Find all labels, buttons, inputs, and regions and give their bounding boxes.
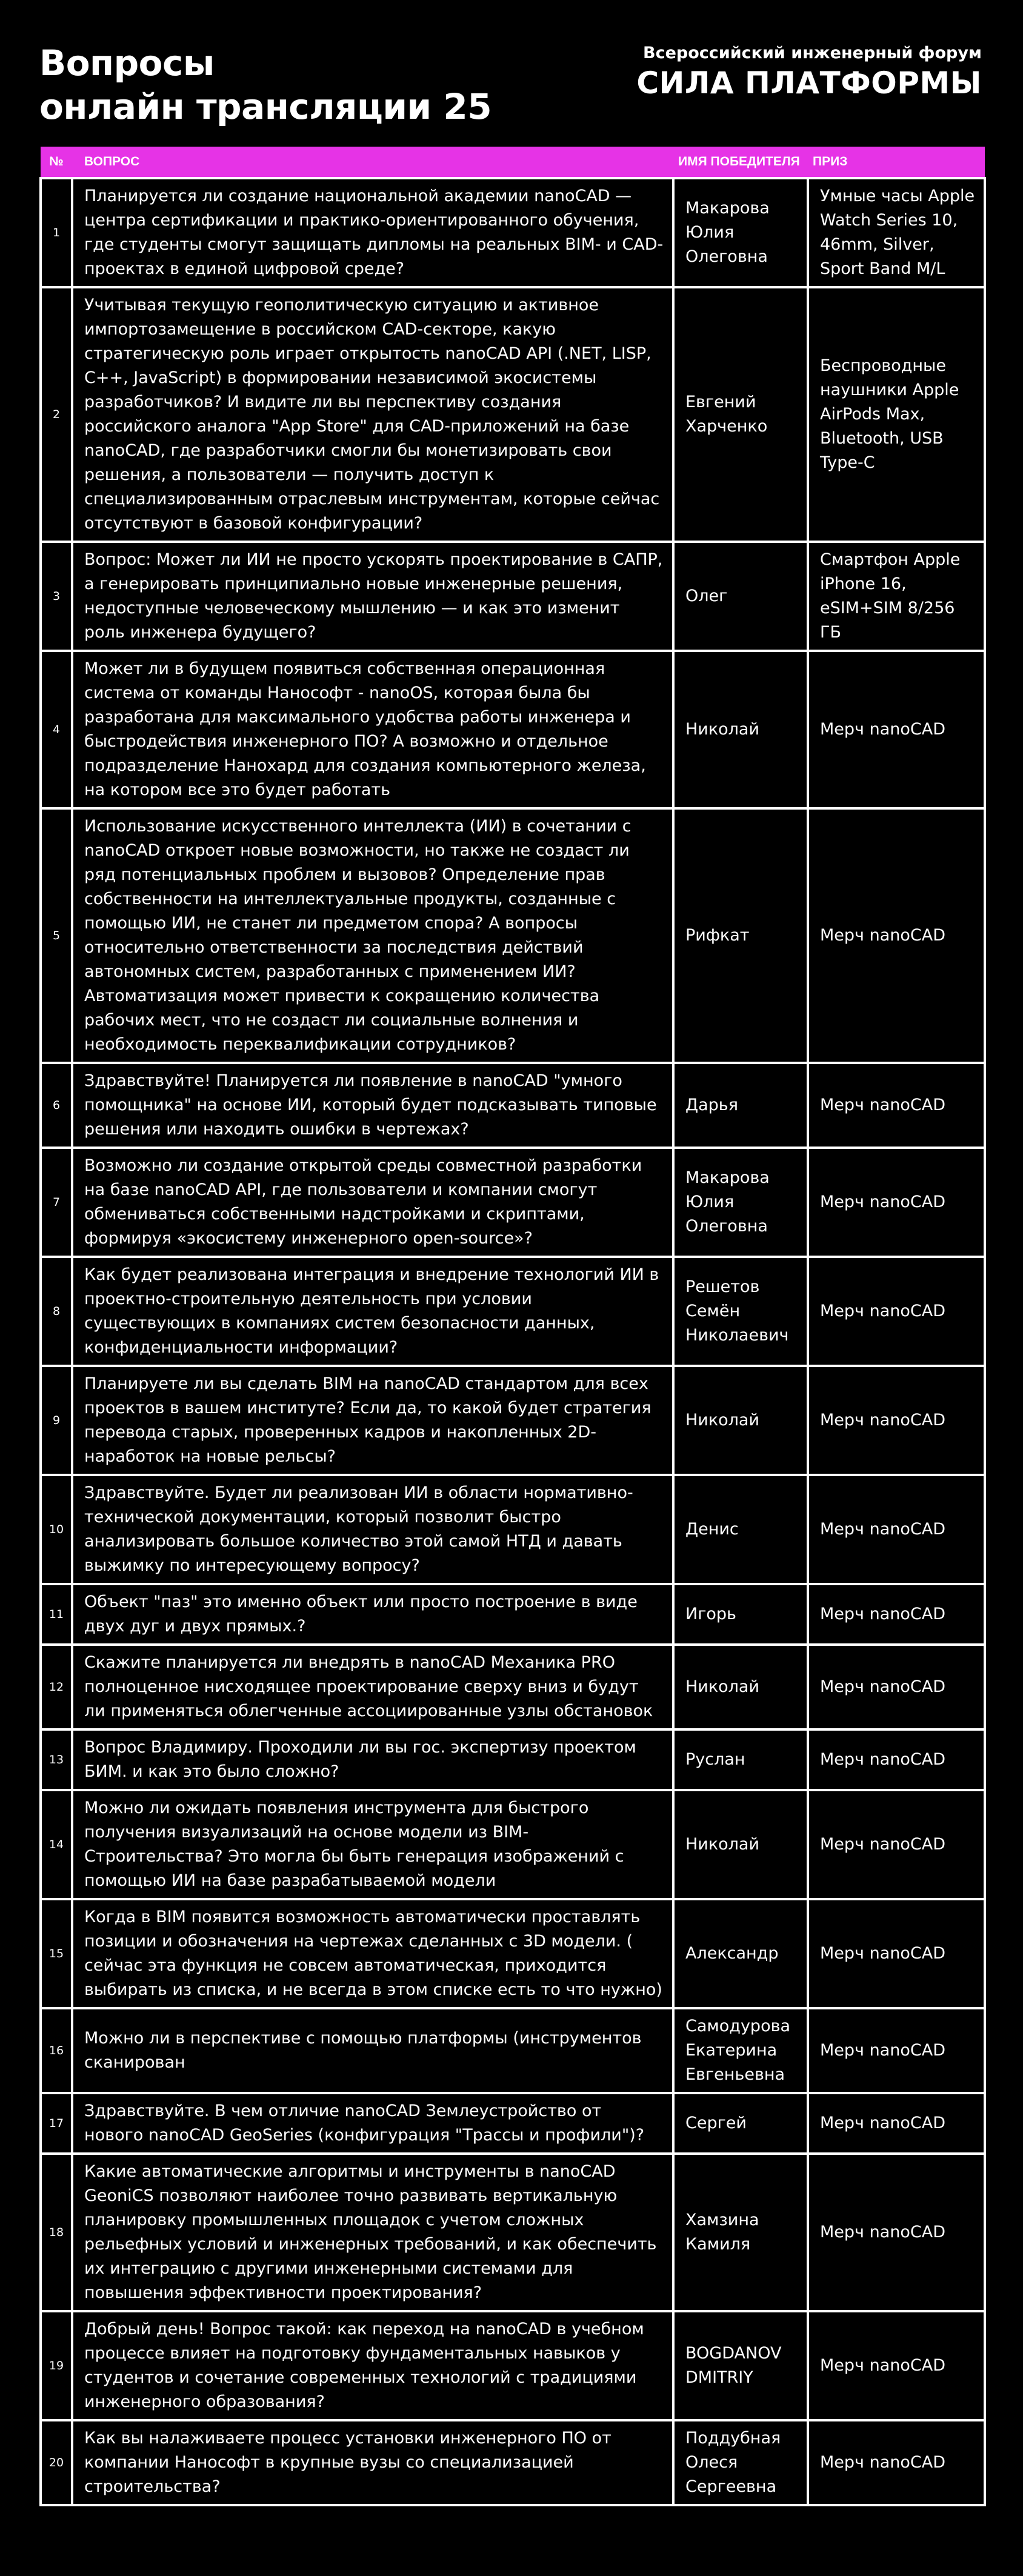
prize-text: Мерч nanoCAD [808,651,985,808]
question-text: Использование искусственного интеллекта (ИИ) в сочетании с nanoCAD откроет новые возможности, но также не создаст ли ряд потенциальных проблем и вызовов? Определение прав собственности на интеллектуальные продукты, созданные с помощью ИИ, не станет ли предметом спора? А вопросы относительно ответственности за последствия действий автономных систем, разработанных с применением ИИ? Автоматизация может привести к сокращению количества рабочих мест, что не создаст ли социальные волнения и необходимость переквалификации сотрудников? [72,808,673,1063]
prize-text: Мерч nanoCAD [808,1645,985,1729]
table-row [41,1645,985,1729]
winner-name: Дарья [673,1063,808,1148]
prize-text: Мерч nanoCAD [808,1257,985,1366]
prize-text: Мерч nanoCAD [808,2420,985,2505]
row-number: 3 [41,542,72,651]
row-number: 15 [41,1899,72,2008]
forum-name: СИЛА ПЛАТФОРМЫ [636,65,982,101]
row-number: 9 [41,1366,72,1475]
table-row [41,2008,985,2093]
winner-name: Макарова Юлия Олеговна [673,178,808,287]
table-row [41,651,985,808]
row-number: 2 [41,287,72,542]
row-number: 13 [41,1729,72,1790]
question-text: Планируется ли создание национальной академии nanoCAD — центра сертификации и практико-ориентированного обучения, где студенты смогут защищать дипломы на реальных BIM- и CAD-проектах в единой цифровой среде? [72,178,673,287]
prize-text: Мерч nanoCAD [808,2093,985,2154]
winner-name: Александр [673,1899,808,2008]
table-row [41,1729,985,1790]
question-text: Учитывая текущую геополитическую ситуацию и активное импортозамещение в российском CAD-секторе, какую стратегическую роль играет открытость nanoCAD API (.NET, LISP, C++, JavaScript) в формировании независимой экосистемы разработчиков? И видите ли вы перспективу создания российского аналога "App Store" для CAD-приложений на базе nanoCAD, где разработчики смогли бы монетизировать свои решения, а пользователи — получить доступ к специализированным отраслевым инструментам, которые сейчас отсутствуют в базовой конфигурации? [72,287,673,542]
table-row [41,287,985,542]
row-number: 6 [41,1063,72,1148]
row-number: 16 [41,2008,72,2093]
table-row [41,808,985,1063]
table-row [41,542,985,651]
prize-text: Беспроводные наушники Apple AirPods Max, Bluetooth, USB Type-C [808,287,985,542]
winner-name: BOGDANOV DMITRIY [673,2311,808,2420]
row-number: 18 [41,2154,72,2311]
table-row [41,1257,985,1366]
row-number: 7 [41,1148,72,1257]
row-number: 4 [41,651,72,808]
table-row [41,178,985,287]
page-title-line-1: Вопросы [39,42,215,84]
prize-text: Мерч nanoCAD [808,1584,985,1645]
row-number: 8 [41,1257,72,1366]
question-text: Добрый день! Вопрос такой: как переход на nanoCAD в учебном процессе влияет на подготовку фундаментальных навыков у студентов и сочетание современных технологий с традициями инженерного образования? [72,2311,673,2420]
winner-name: Николай [673,651,808,808]
prize-text: Мерч nanoCAD [808,1899,985,2008]
question-text: Здравствуйте. В чем отличие nanoCAD Землеустройство от нового nanoCAD GeoSeries (конфигурация "Трассы и профили")? [72,2093,673,2154]
forum-subtitle: Всероссийский инженерный форум [643,44,982,62]
question-text: Можно ли ожидать появления инструмента для быстрого получения визуализаций на основе модели из BIM-Строительства? Это могла бы быть генерация изображений с помощью ИИ на базе разрабатываемой модели [72,1790,673,1899]
table-row [41,1366,985,1475]
winner-name: Олег [673,542,808,651]
question-text: Скажите планируется ли внедрять в nanoCAD Механика PRO полноценное нисходящее проектирование сверху вниз и будут ли применяться облегченные ассоциированные узлы обстановок [72,1645,673,1729]
winner-name: Самодурова Екатерина Евгеньевна [673,2008,808,2093]
table-row [41,1148,985,1257]
winner-name: Решетов Семён Николаевич [673,1257,808,1366]
prize-text: Мерч nanoCAD [808,1790,985,1899]
question-text: Какие автоматические алгоритмы и инструменты в nanoCAD GeoniCS позволяют наиболее точно развивать вертикальную планировку промышленных площадок с учетом сложных рельефных условий и инженерных требований, и как обеспечить их интеграцию с другими инженерными системами для повышения эффективности проектирования? [72,2154,673,2311]
prize-text: Умные часы Apple Watch Series 10, 46mm, Silver, Sport Band M/L [808,178,985,287]
winner-name: Хамзина Камиля [673,2154,808,2311]
row-number: 5 [41,808,72,1063]
row-number: 19 [41,2311,72,2420]
question-text: Можно ли в перспективе с помощью платформы (инструментов сканирован [72,2008,673,2093]
page-title [39,41,492,128]
question-text: Объект "паз" это именно объект или просто построение в виде двух дуг и двух прямых.? [72,1584,673,1645]
row-number: 1 [41,178,72,287]
question-text: Как будет реализована интеграция и внедрение технологий ИИ в проектно-строительную деятельность при условии существующих в компаниях систем безопасности данных, конфиденциальности информации? [72,1257,673,1366]
table-row [41,2311,985,2420]
table-row [41,1790,985,1899]
winner-name: Рифкат [673,808,808,1063]
table-row [41,1475,985,1584]
prize-text: Мерч nanoCAD [808,1475,985,1584]
table-row [41,1063,985,1148]
winner-name: Николай [673,1645,808,1729]
winner-name: Поддубная Олеся Сергеевна [673,2420,808,2505]
row-number: 17 [41,2093,72,2154]
prize-text: Мерч nanoCAD [808,1729,985,1790]
question-text: Возможно ли создание открытой среды совместной разработки на базе nanoCAD API, где пользователи и компании смогут обмениваться собственными надстройками и скриптами, формируя «экосистему инженерного open-source»? [72,1148,673,1257]
question-text: Планируете ли вы сделать BIM на nanoCAD стандартом для всех проектов в вашем институте? Если да, то какой будет стратегия перевода старых, проверенных кадров и накопленных 2D-наработок на новые рельсы? [72,1366,673,1475]
winner-name: Николай [673,1366,808,1475]
question-text: Здравствуйте! Планируется ли появление в nanoCAD "умного помощника" на основе ИИ, который будет подсказывать типовые решения или находить ошибки в чертежах? [72,1063,673,1148]
winner-name: Сергей [673,2093,808,2154]
row-number: 12 [41,1645,72,1729]
column-header-winner: ИМЯ ПОБЕДИТЕЛЯ [673,147,808,178]
table-body [41,178,985,2505]
winner-name: Руслан [673,1729,808,1790]
questions-table [39,147,986,2506]
table-row [41,1584,985,1645]
question-text: Вопрос Владимиру. Проходили ли вы гос. экспертизу проектом БИМ. и как это было сложно? [72,1729,673,1790]
page-title-line-2: онлайн трансляции 25 [39,86,492,127]
column-header-number: № [41,147,72,178]
column-header-prize: ПРИЗ [808,147,985,178]
question-text: Вопрос: Может ли ИИ не просто ускорять проектирование в САПР, а генерировать принципиально новые инженерные решения, недоступные человеческому мышлению — и как это изменит роль инженера будущего? [72,542,673,651]
winner-name: Николай [673,1790,808,1899]
winner-name: Макарова Юлия Олеговна [673,1148,808,1257]
column-header-question: ВОПРОС [72,147,673,178]
table-header-row [41,147,985,178]
forum-logo-block [636,42,982,102]
row-number: 11 [41,1584,72,1645]
prize-text: Мерч nanoCAD [808,1366,985,1475]
row-number: 20 [41,2420,72,2505]
winner-name: Денис [673,1475,808,1584]
question-text: Может ли в будущем появиться собственная операционная система от команды Нанософт - nanoOS, которая была бы разработана для максимального удобства работы инженера и быстродействия инженерного ПО? А возможно и отдельное подразделение Нанохард для создания компьютерного железа, на котором все это будет работать [72,651,673,808]
prize-text: Мерч nanoCAD [808,2008,985,2093]
question-text: Как вы налаживаете процесс установки инженерного ПО от компании Нанософт в крупные вузы со специализацией строительства? [72,2420,673,2505]
row-number: 14 [41,1790,72,1899]
row-number: 10 [41,1475,72,1584]
table-row [41,2093,985,2154]
prize-text: Мерч nanoCAD [808,2311,985,2420]
winner-name: Игорь [673,1584,808,1645]
prize-text: Мерч nanoCAD [808,2154,985,2311]
prize-text: Смартфон Apple iPhone 16, eSIM+SIM 8/256 ГБ [808,542,985,651]
prize-text: Мерч nanoCAD [808,808,985,1063]
table-header [41,147,985,178]
question-text: Когда в BIM появится возможность автоматически проставлять позиции и обозначения на чертежах сделанных с 3D модели. ( сейчас эта функция не совсем автоматическая, приходится выбирать из списка, и не всегда в этом списке есть то что нужно) [72,1899,673,2008]
table-row [41,2154,985,2311]
winner-name: Евгений Харченко [673,287,808,542]
prize-text: Мерч nanoCAD [808,1148,985,1257]
table-row [41,1899,985,2008]
table-row [41,2420,985,2505]
prize-text: Мерч nanoCAD [808,1063,985,1148]
question-text: Здравствуйте. Будет ли реализован ИИ в области нормативно-технической документации, который позволит быстро анализировать большое количество этой самой НТД и давать выжимку по интересующему вопросу? [72,1475,673,1584]
